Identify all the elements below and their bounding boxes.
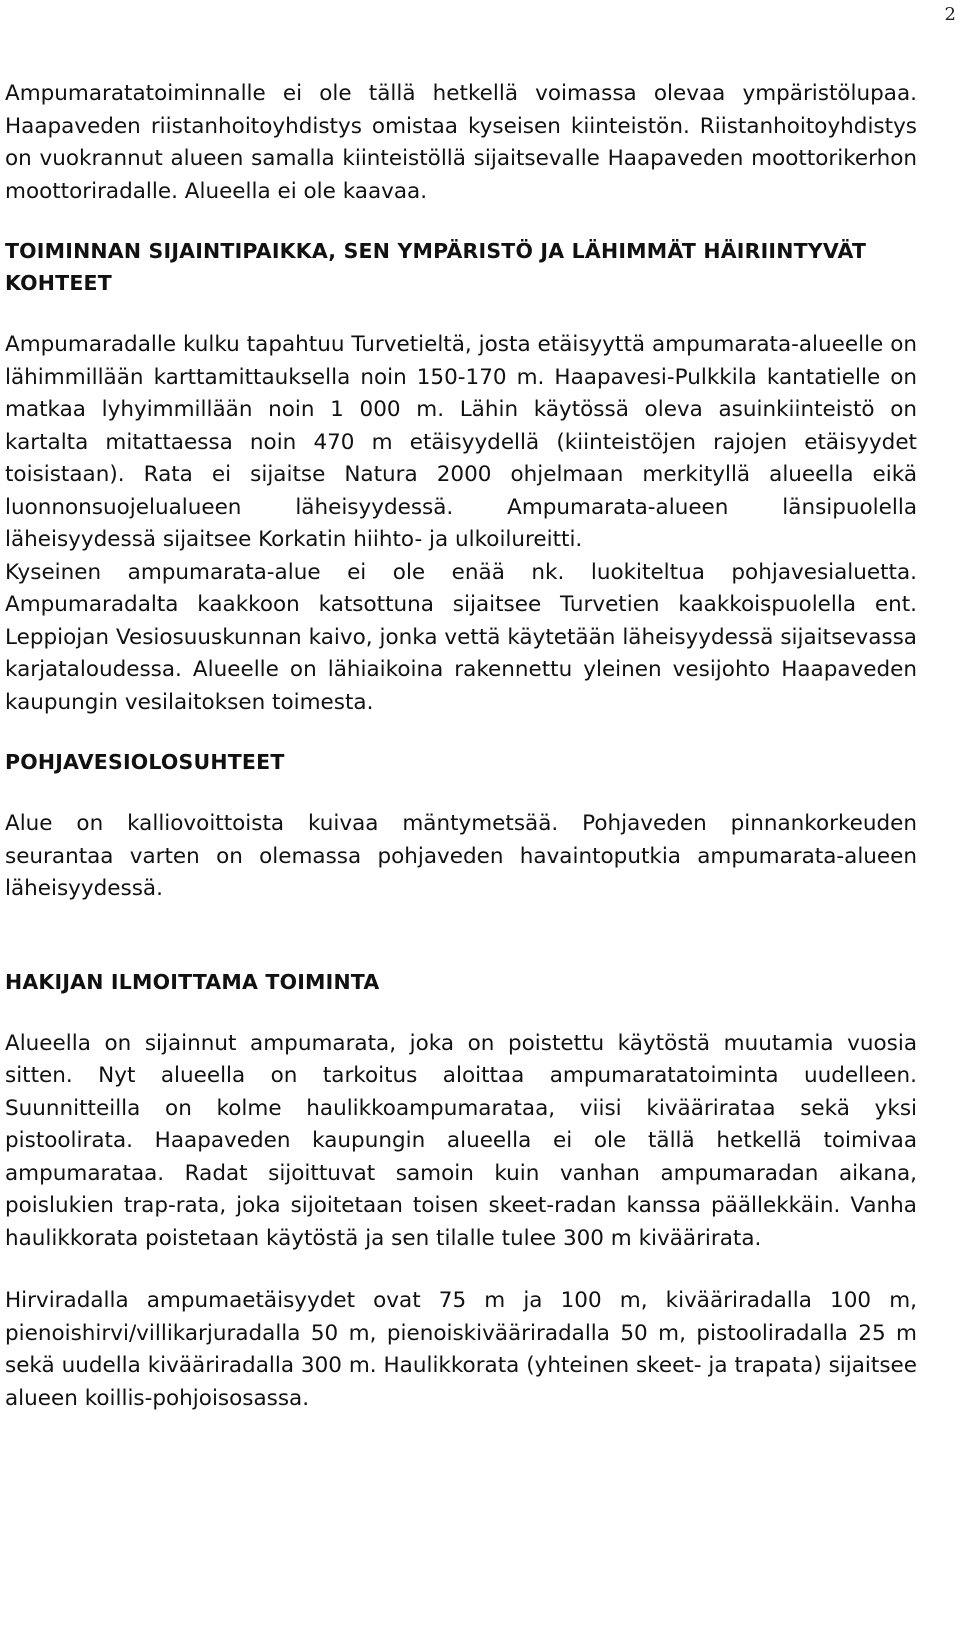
location-paragraph: Ampumaradalle kulku tapahtuu Turvetieltä, josta etäisyyttä ampumarata-alueelle on lähimmillään karttamittauksella noin 150-170 m. Haapavesi-Pulkkila kantatielle on matkaa lyhyimmillään noin 1 000 m. Lähin käytössä oleva asuinkiinteistö on kartalta mitattaessa noin 470 m etäisyydellä (kiinteistöjen rajojen etäisyydet toisistaan). Rata ei sijaitse Natura 2000 ohjelmaan merkityllä alueella eikä luonnonsuojelualueen läheisyydessä. Ampumarata-alueen länsipuolella läheisyydessä sijaitsee Korkatin hiihto- ja ulkoilureitti. bbox=[5, 332, 917, 552]
page-number: 2 bbox=[944, 4, 956, 25]
activity-paragraph: Alueella on sijainnut ampumarata, joka on poistettu käytöstä muutamia vuosia sitten. Nyt alueella on tarkoitus aloittaa ampumaratatoiminta uudelleen. Suunnitteilla on kolme haulikkoampumarataa, viisi kivääriratаа sekä yksi pistoolirata. Haapaveden kaupungin alueella ei ole tällä hetkellä toimivaa ampumarataa. Radat sijoittuvat samoin kuin vanhan ampumaradan aikana, poislukien trap-rata, joka sijoitetaan toisen skeet-radan kanssa päällekkäin. Vanha haulikkorata poistetaan käytöstä ja sen tilalle tulee 300 m kiväärirata. bbox=[5, 1030, 917, 1251]
section-heading-groundwater: POHJAVESIOLOSUHTEET bbox=[5, 750, 285, 774]
distances-paragraph: Hirviradalla ampumaetäisyydet ovat 75 m ja 100 m, kivääriradalla 100 m, pienoishirvi/villikarjuradalla 50 m, pienoiskivääriradalla 50 m, pistooliradalla 25 m sekä uudella kivääriradalla 300 m. Haulikkorata (yhteinen skeet- ja trapata) sijaitsee alueen koillis-pohjoisosassa. bbox=[5, 1288, 917, 1411]
intro-paragraph: Ampumaratatoiminnalle ei ole tällä hetkellä voimassa olevaa ympäristölupaa. Haapaveden riistanhoitoyhdistys omistaa kyseisen kiinteistön. Riistanhoitoyhdistys on vuokrannut alueen samalla kiinteistöllä sijaitsevalle Haapaveden moottorikerhon moottoriradalle. Alueella ei ole kaavaa. bbox=[5, 81, 917, 204]
section-heading-location: TOIMINNAN SIJAINTIPAIKKA, SEN YMPÄRISTÖ JA LÄHIMMÄT HÄIRIINTYVÄT KOHTEET bbox=[5, 239, 867, 295]
groundwater-area-paragraph: Kyseinen ampumarata-alue ei ole enää nk. luokiteltua pohjavesialuetta. Ampumaradalta kaakkoon katsottuna sijaitsee Turvetien kaakkoispuolella ent. Leppiojan Vesiosuuskunnan kaivo, jonka vettä käytetään läheisyydessä sijaitsevassa karjataloudessa. Alueelle on lähiaikoina rakennettu yleinen vesijohto Haapaveden kaupungin vesilaitoksen toimesta. bbox=[5, 559, 917, 715]
section-heading-activity: HAKIJAN ILMOITTAMA TOIMINTA bbox=[5, 969, 380, 994]
groundwater-paragraph: Alue on kalliovoittoista kuivaa mäntymetsää. Pohjaveden pinnankorkeuden seurantaa varten on olemassa pohjaveden havaintoputkia ampumarata-alueen läheisyydessä. bbox=[5, 811, 917, 901]
document-body bbox=[5, 78, 917, 1415]
